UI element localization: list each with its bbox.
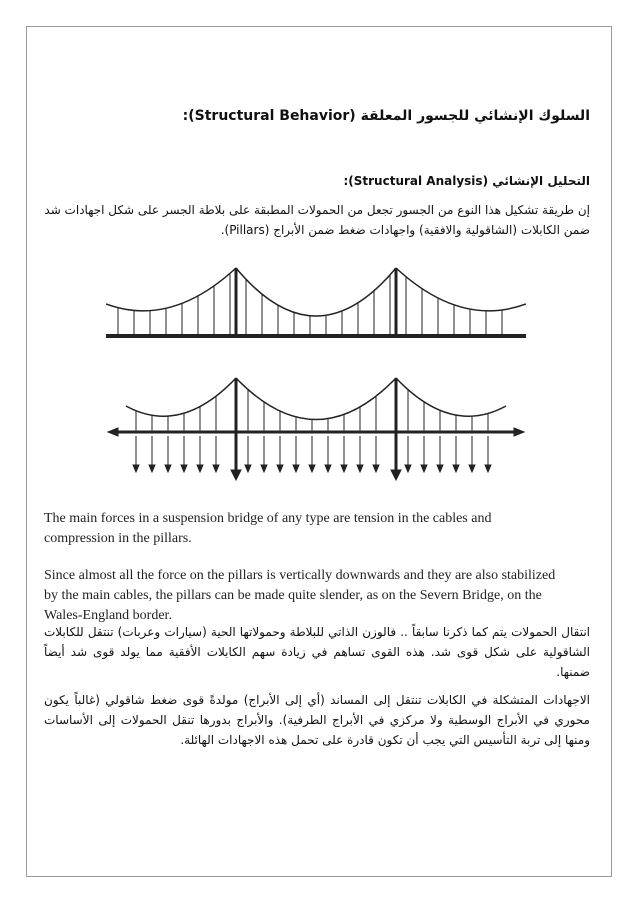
arrow-down-icon <box>213 465 219 472</box>
bridge-diagram-profile <box>106 264 526 346</box>
arrow-down-icon <box>309 465 315 472</box>
arrow-down-icon <box>421 465 427 472</box>
arrow-down-icon <box>453 465 459 472</box>
arrow-down-icon <box>165 465 171 472</box>
arrow-down-icon <box>437 465 443 472</box>
arrow-down-icon <box>391 470 401 480</box>
arrow-down-icon <box>133 465 139 472</box>
arrow-down-icon <box>197 465 203 472</box>
main-cable-right-span <box>396 268 526 311</box>
arrow-down-icon <box>469 465 475 472</box>
arrow-down-icon <box>277 465 283 472</box>
main-cable-center-span <box>236 268 396 316</box>
paragraph-english-forces: The main forces in a suspension bridge of any type are tension in the cables and compression in the pillars. <box>44 511 492 546</box>
main-cable-left-span <box>106 268 236 311</box>
arrow-left-icon <box>108 428 118 436</box>
load-arrow-group <box>133 389 491 472</box>
arrow-down-icon <box>245 465 251 472</box>
arrow-down-icon <box>181 465 187 472</box>
subsection-heading: التحليل الإنشائي (Structural Analysis): <box>343 174 590 188</box>
arrow-down-icon <box>325 465 331 472</box>
paragraph-english-pillars: Since almost all the force on the pillars is vertically downwards and they are also stabilized by the main cables, the pillars can be made quite slender, as on the Severn Bridge, on the Wales-England border. <box>44 568 556 623</box>
arrow-down-icon <box>341 465 347 472</box>
section-heading: السلوك الإنشائي للجسور المعلقة (Structural Behavior): <box>182 108 590 124</box>
arrow-down-icon <box>405 465 411 472</box>
arrow-down-icon <box>485 465 491 472</box>
arrow-right-icon <box>514 428 524 436</box>
arrow-down-icon <box>293 465 299 472</box>
cable-right <box>396 378 506 416</box>
paragraph-arabic-stresses: الاجهادات المتشكلة في الكابلات تنتقل إلى المساند (أي إلى الأبراج) مولدةً قوى ضغط شاقولي (غالباً يكون محوري في الأبراج الوسطية ولا مركزي في الأبراج الطرفية). والأبراج بدورها تنقل الحمولات إلى الأساسات ومنها إلى تربة التأسيس التي يجب أن تكون قادرة على تحمل هذه الاجهادات الهائلة. <box>44 693 590 747</box>
arrow-down-icon <box>149 465 155 472</box>
paragraph-arabic-load-transfer: انتقال الحمولات يتم كما ذكرنا سابقاً .. فالوزن الذاتي للبلاطة وحمولاتها الحية (سيارات وعربات) تنتقل للكابلات الشاقولية على شكل قوى شد. هذه القوى تساهم في زيادة سهم الكابلات الأفقية مما يولد قوى شد أيضاً ضمنها. <box>44 625 590 679</box>
arrow-down-icon <box>261 465 267 472</box>
arrow-down-icon <box>357 465 363 472</box>
bridge-diagram-forces <box>106 376 526 496</box>
paragraph-arabic-intro: إن طريقة تشكيل هذا النوع من الجسور تجعل من الحمولات المطبقة على بلاطة الجسر على شكل اجهادات شد ضمن الكابلات (الشاقولية والافقية) واجهادات ضغط ضمن الأبراج (Pillars). <box>44 203 590 237</box>
cable-center <box>236 378 396 420</box>
arrow-down-icon <box>373 465 379 472</box>
cable-left <box>126 378 236 416</box>
arrow-down-icon <box>231 470 241 480</box>
